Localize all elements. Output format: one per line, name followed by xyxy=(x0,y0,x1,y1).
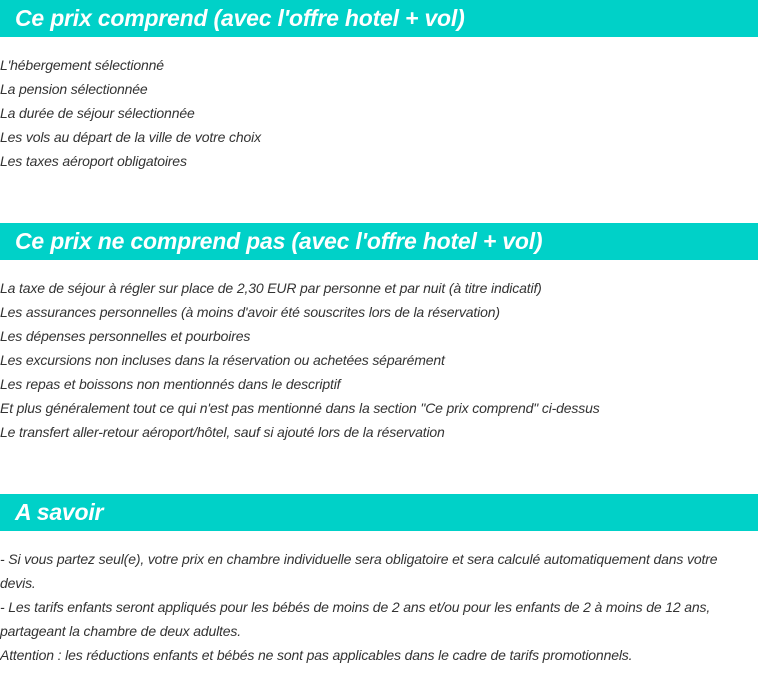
excluded-list xyxy=(0,276,758,444)
list-item: Les excursions non incluses dans la réservation ou achetées séparément xyxy=(0,352,445,368)
good-to-know-section xyxy=(0,494,758,667)
section-title: A savoir xyxy=(15,499,104,525)
list-item: Les taxes aéroport obligatoires xyxy=(0,153,187,169)
section-title: Ce prix ne comprend pas (avec l'offre hotel + vol) xyxy=(15,228,543,254)
list-item: Les dépenses personnelles et pourboires xyxy=(0,328,251,344)
list-item: La taxe de séjour à régler sur place de 2,30 EUR par personne et par nuit (à titre indicatif) xyxy=(0,280,542,296)
info-paragraph: - Les tarifs enfants seront appliqués pour les bébés de moins de 2 ans et/ou pour les enfants de 2 à moins de 12 ans, partageant la chambre de deux adultes. xyxy=(0,599,711,639)
section-header xyxy=(0,0,758,37)
list-item: L'hébergement sélectionné xyxy=(0,57,164,73)
info-paragraph: Attention : les réductions enfants et bébés ne sont pas applicables dans le cadre de tarifs promotionnels. xyxy=(0,647,633,663)
section-title: Ce prix comprend (avec l'offre hotel + vol) xyxy=(15,5,465,31)
price-excludes-section xyxy=(0,223,758,444)
list-item: Le transfert aller-retour aéroport/hôtel, sauf si ajouté lors de la réservation xyxy=(0,424,445,440)
included-list xyxy=(0,53,758,173)
good-to-know-text xyxy=(0,547,758,667)
list-item: Et plus généralement tout ce qui n'est pas mentionné dans la section "Ce prix comprend" ci-dessus xyxy=(0,400,600,416)
list-item: Les vols au départ de la ville de votre choix xyxy=(0,129,261,145)
section-header xyxy=(0,494,758,531)
list-item: Les repas et boissons non mentionnés dans le descriptif xyxy=(0,376,341,392)
info-paragraph: - Si vous partez seul(e), votre prix en chambre individuelle sera obligatoire et sera calculé automatiquement dans votre devis. xyxy=(0,551,718,591)
list-item: La durée de séjour sélectionnée xyxy=(0,105,195,121)
list-item: Les assurances personnelles (à moins d'avoir été souscrites lors de la réservation) xyxy=(0,304,500,320)
list-item: La pension sélectionnée xyxy=(0,81,148,97)
price-includes-section xyxy=(0,0,758,173)
section-header xyxy=(0,223,758,260)
